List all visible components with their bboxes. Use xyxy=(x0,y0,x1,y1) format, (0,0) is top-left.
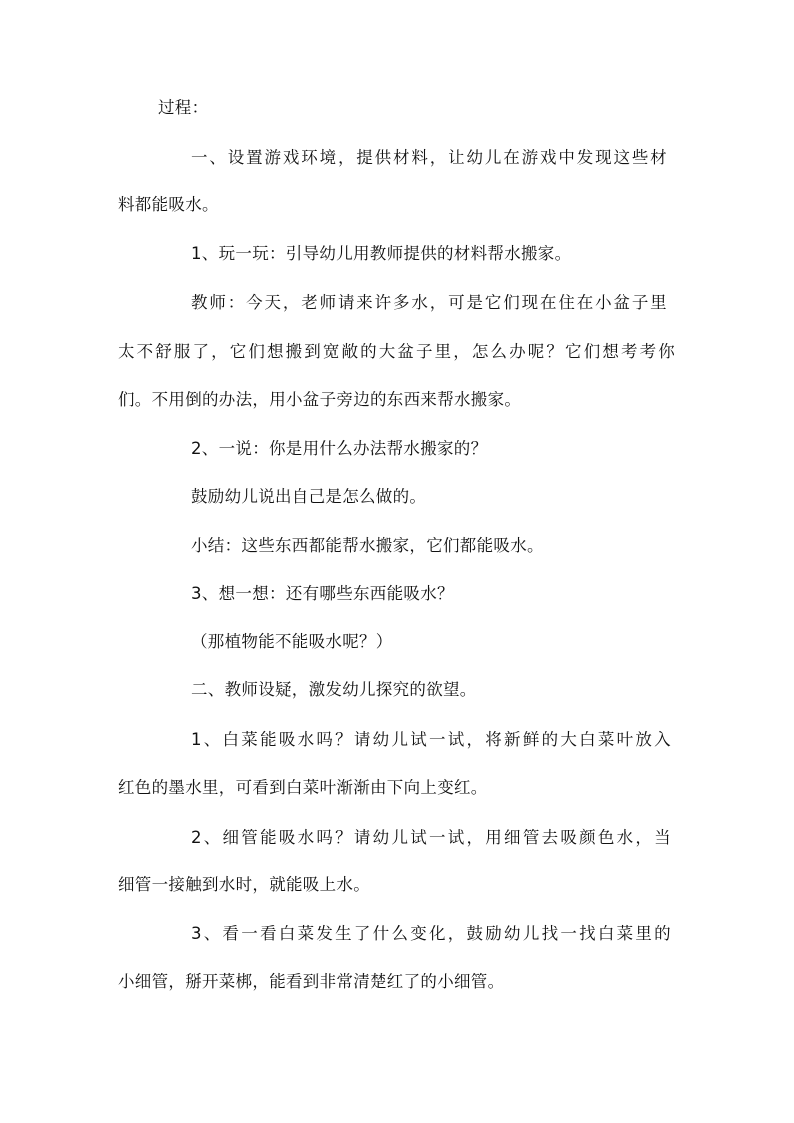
text-line: 2、一说：你是用什么办法帮水搬家的？ xyxy=(191,439,488,458)
text-line: 3、想一想：还有哪些东西能吸水？ xyxy=(191,584,454,603)
text-line: 二、教师设疑，激发幼儿探究的欲望。 xyxy=(191,680,477,699)
text-line: 3、看一看白菜发生了什么变化，鼓励幼儿找一找白菜里的 xyxy=(191,924,671,943)
text-line: 过程： xyxy=(158,98,209,117)
text-line: 1、玩一玩：引导幼儿用教师提供的材料帮水搬家。 xyxy=(191,244,572,263)
text-line: 教师：今天，老师请来许多水，可是它们现在住在小盆子里 xyxy=(191,293,667,312)
text-line: 鼓励幼儿说出自己是怎么做的。 xyxy=(191,487,427,506)
text-line: 料都能吸水。 xyxy=(118,195,219,214)
text-line: 2、细管能吸水吗？请幼儿试一试，用细管去吸颜色水，当 xyxy=(191,828,671,847)
text-line: 红色的墨水里，可看到白菜叶渐渐由下向上变红。 xyxy=(118,778,488,797)
text-line: 一、设置游戏环境，提供材料，让幼儿在游戏中发现这些材 xyxy=(191,148,667,167)
text-line: 小细管，掰开菜梆，能看到非常清楚红了的小细管。 xyxy=(118,972,505,991)
text-line: 太不舒服了，它们想搬到宽敞的大盆子里，怎么办呢？它们想考考你 xyxy=(118,342,675,361)
text-line: （那植物能不能吸水呢？） xyxy=(191,632,393,651)
text-line: 们。不用倒的办法，用小盆子旁边的东西来帮水搬家。 xyxy=(118,390,522,409)
text-line: 细管一接触到水时，就能吸上水。 xyxy=(118,875,370,894)
text-line: 1、白菜能吸水吗？请幼儿试一试，将新鲜的大白菜叶放入 xyxy=(191,730,671,749)
text-line: 小结：这些东西都能帮水搬家，它们都能吸水。 xyxy=(191,536,544,555)
